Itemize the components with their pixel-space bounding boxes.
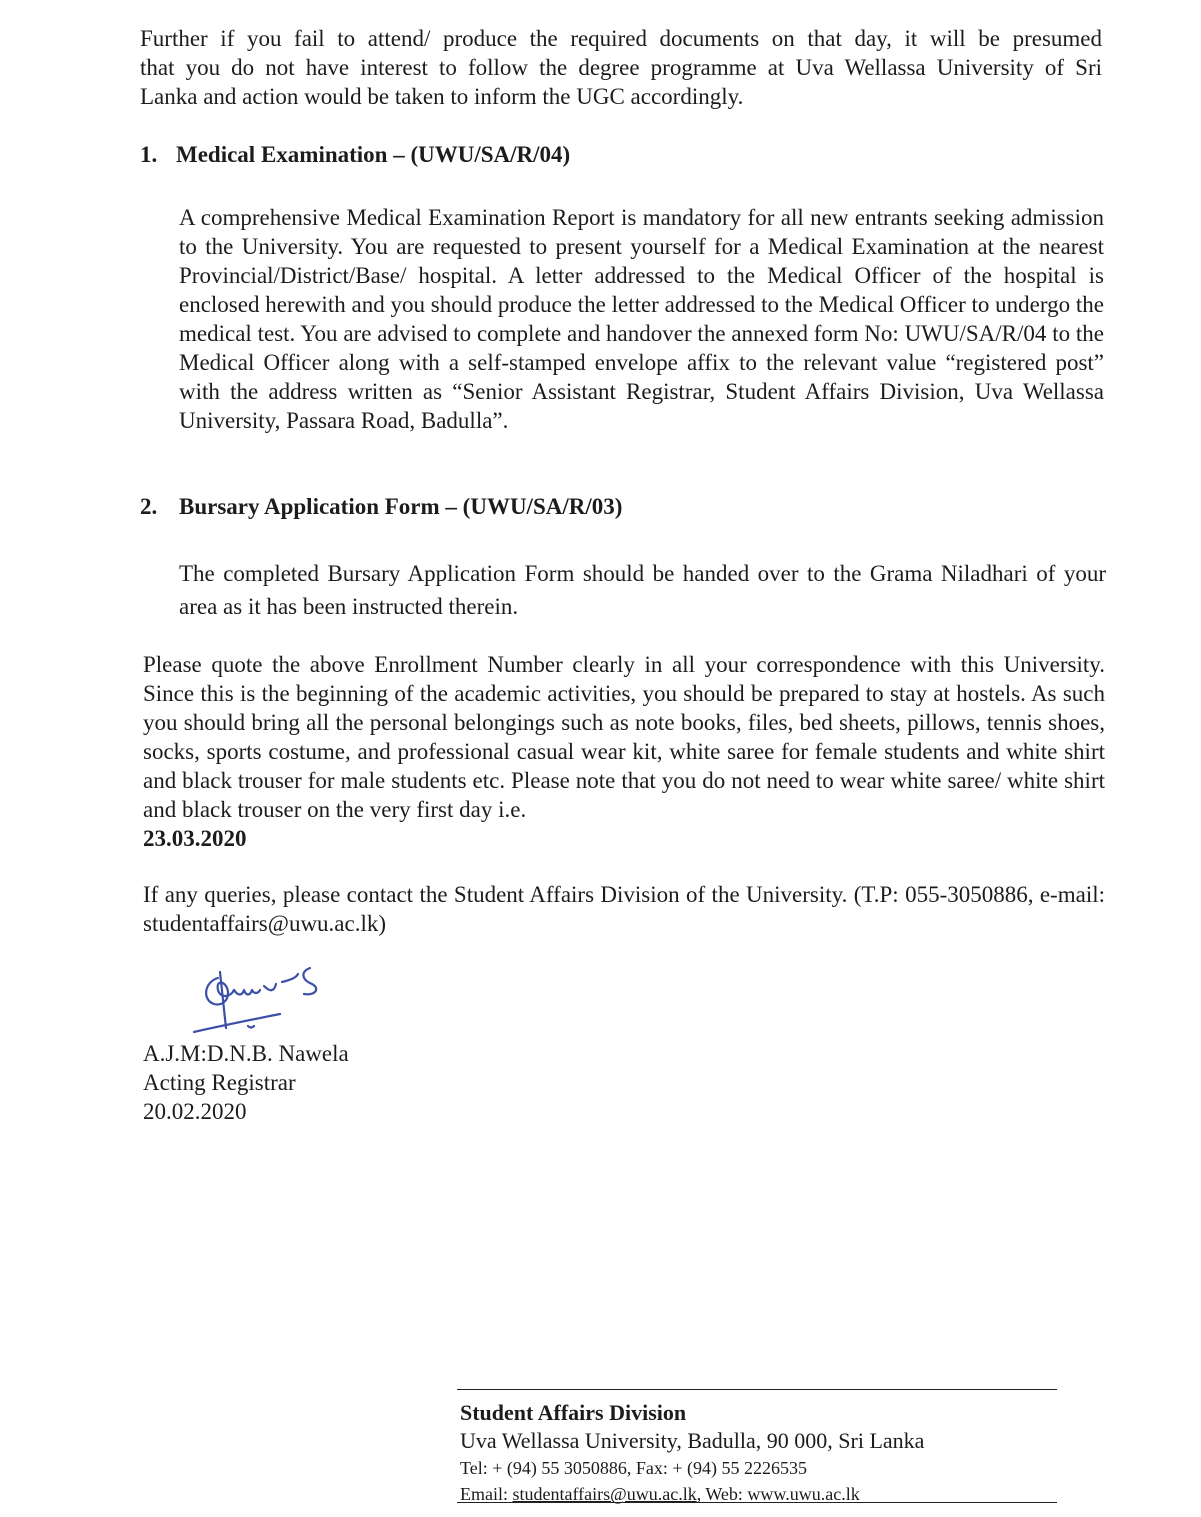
footer-contact-block xyxy=(460,1399,1060,1507)
section-heading-bursary xyxy=(140,492,622,521)
handwritten-signature xyxy=(190,960,340,1040)
email-link[interactable]: studentaffairs@uwu.ac.lk xyxy=(512,1484,697,1504)
queries-paragraph: If any queries, please contact the Student Affairs Division of the University. (T.P: 055-3050886, e-mail: studentaffairs@uwu.ac.lk) xyxy=(143,882,1105,936)
footer-bottom-rule xyxy=(457,1502,1057,1503)
medical-examination-body: A comprehensive Medical Examination Report is mandatory for all new entrants seeking admission to the University. You are requested to present yourself for a Medical Examination at the nearest Provincial/District/Base/ hospital. A letter addressed to the Medical Officer of the hospital is enclosed herewith and you should produce the letter addressed to the Medical Officer to undergo the medical test. You are advised to complete and handover the annexed form No: UWU/SA/R/04 to the Medical Officer along with a self-stamped envelope affix to the relevant value “registered post” with the address written as “Senior Assistant Registrar, Student Affairs Division, Uva Wellassa University, Passara Road, Badulla”. xyxy=(179,205,1104,433)
footer-top-rule xyxy=(457,1389,1057,1390)
bursary-body: The completed Bursary Application Form should be handed over to the Grama Niladhari of your area as it has been instructed therein. xyxy=(179,561,1106,619)
signatory-block xyxy=(143,1039,349,1126)
footer-email-web xyxy=(460,1481,1060,1507)
web-label: , Web: xyxy=(696,1484,748,1504)
intro-line: Further if you fail to attend/ produce the required documents on that day, it will be presumed xyxy=(140,26,1102,51)
footer-address: Uva Wellassa University, Badulla, 90 000, Sri Lanka xyxy=(460,1428,925,1453)
signatory-name: A.J.M:D.N.B. Nawela xyxy=(143,1041,349,1066)
web-link[interactable]: www.uwu.ac.lk xyxy=(747,1484,860,1504)
section-number: 1. xyxy=(140,142,158,167)
intro-line: that you do not have interest to follow the degree programme at Uva Wellassa University of Sri xyxy=(140,55,1102,80)
footer-phone-fax: Tel: + (94) 55 3050886, Fax: + (94) 55 2226535 xyxy=(460,1458,808,1478)
section-title: Bursary Application Form – (UWU/SA/R/03) xyxy=(179,494,623,519)
signatory-title: Acting Registrar xyxy=(143,1070,296,1095)
section-heading-medical xyxy=(140,140,570,169)
signature-date: 20.02.2020 xyxy=(143,1099,247,1124)
first-day-date: 23.03.2020 xyxy=(143,826,247,851)
section-title: Medical Examination – (UWU/SA/R/04) xyxy=(176,142,571,167)
email-label: Email: xyxy=(460,1484,513,1504)
footer-division: Student Affairs Division xyxy=(460,1400,687,1425)
enrollment-paragraph: Please quote the above Enrollment Number clearly in all your correspondence with this University. Since this is the beginning of the academic activities, you should be prepared to stay at hostels. As such you should bring all the personal belongings such as note books, files, bed sheets, pillows, tennis shoes, socks, sports costume, and professional casual wear kit, white saree for female students and white shirt and black trouser for male students etc. Please note that you do not need to wear white saree/ white shirt and black trouser on the very first day i.e. xyxy=(143,652,1105,822)
section-number: 2. xyxy=(140,494,158,519)
intro-line: Lanka and action would be taken to inform the UGC accordingly. xyxy=(140,84,744,109)
